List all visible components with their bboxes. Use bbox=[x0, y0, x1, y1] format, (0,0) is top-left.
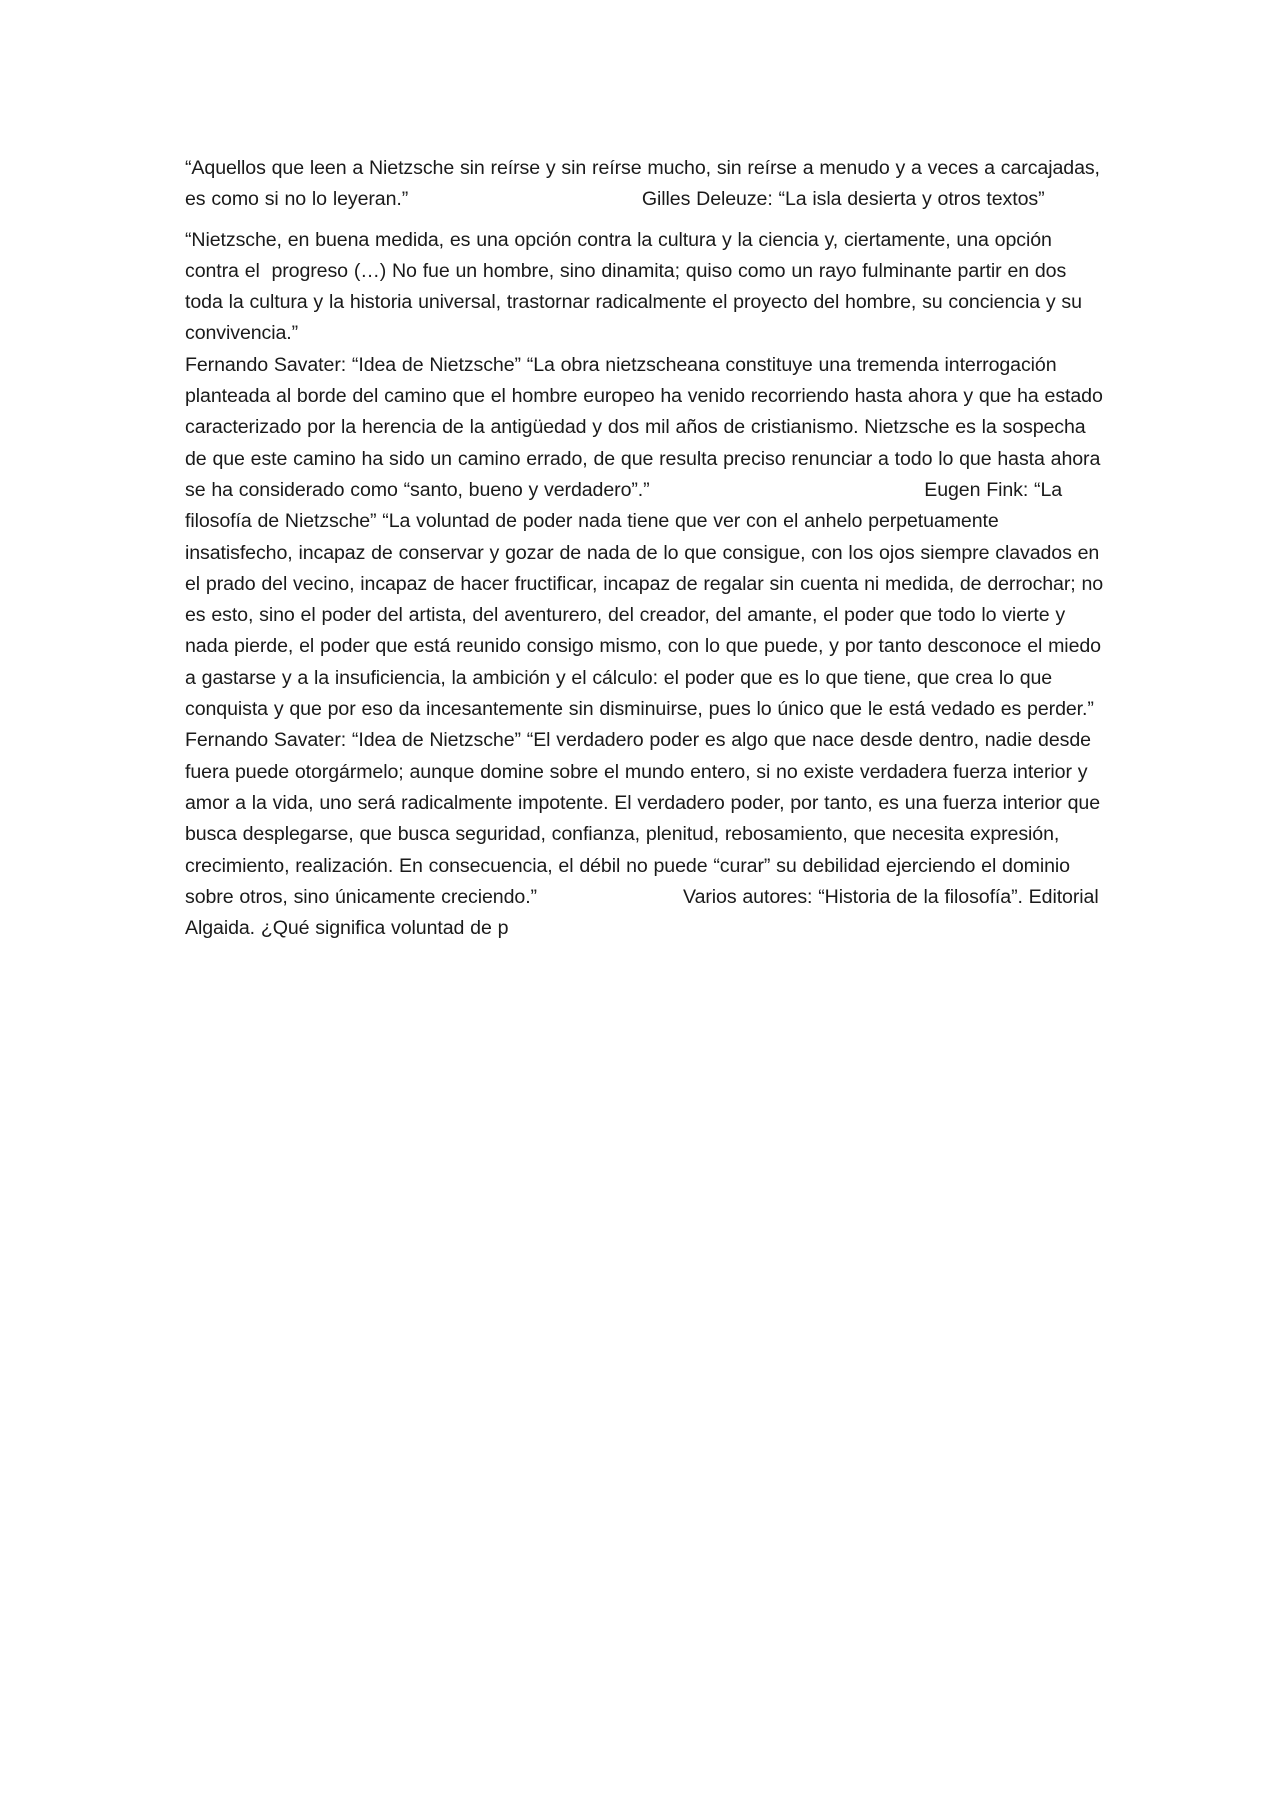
document-page bbox=[185, 153, 1109, 944]
quote-deleuze-paragraph: “Aquellos que leen a Nietzsche sin reírse y sin reírse mucho, sin reírse a menudo y a veces a carcajadas, es como si no lo leyeran.” Gilles Deleuze: “La isla desierta y otros textos” bbox=[185, 157, 1106, 211]
quotes-fink-savater-paragraph: Fernando Savater: “Idea de Nietzsche” “La obra nietzscheana constituye una tremenda interrogación planteada al borde del camino que el hombre europeo ha venido recorriendo hasta ahora y que ha estado caracterizado por la herencia de la antigüedad y dos mil años de cristianismo. Nietzsche es la sospecha de que este camino ha sido un camino errado, de que resulta preciso renunciar a todo lo que hasta ahora se ha considerado como “santo, bueno y verdadero”.” Eugen Fink: “La filosofía de Nietzsche” “La voluntad de poder nada tiene que ver con el anhelo perpetuamente insatisfecho, incapaz de conservar y gozar de nada de lo que consigue, con los ojos siempre clavados en el prado del vecino, incapaz de hacer fructificar, incapaz de regalar sin cuenta ni medida, de derrochar; no es esto, sino el poder del artista, del aventurero, del creador, del amante, el poder que todo lo vierte y nada pierde, el poder que está reunido consigo mismo, con lo que puede, y por tanto desconoce el miedo a gastarse y a la insuficiencia, la ambición y el cálculo: el poder que es lo que tiene, que crea lo que conquista y que por eso da incesantemente sin disminuirse, pues lo único que le está vedado es perder.” Fernando Savater: “Idea de Nietzsche” “El verdadero poder es algo que nace desde dentro, nadie desde fuera puede otorgármelo; aunque domine sobre el mundo entero, si no existe verdadera fuerza interior y amor a la vida, uno será radicalmente impotente. El verdadero poder, por tanto, es una fuerza interior que busca desplegarse, que busca seguridad, confianza, plenitud, rebosamiento, que necesita expresión, crecimiento, realización. En consecuencia, el débil no puede “curar” su debilidad ejerciendo el dominio sobre otros, sino únicamente creciendo.” Varios autores: “Historia de la filosofía”. Editorial Algaida. ¿Qué significa voluntad de p bbox=[185, 353, 1109, 940]
quote-savater-paragraph: “Nietzsche, en buena medida, es una opción contra la cultura y la ciencia y, ciertamente, una opción contra el progreso (…) No fue un hombre, sino dinamita; quiso como un rayo fulminante partir en dos toda la cultura y la historia universal, trastornar radicalmente el proyecto del hombre, su conciencia y su convivencia.” bbox=[185, 228, 1088, 345]
